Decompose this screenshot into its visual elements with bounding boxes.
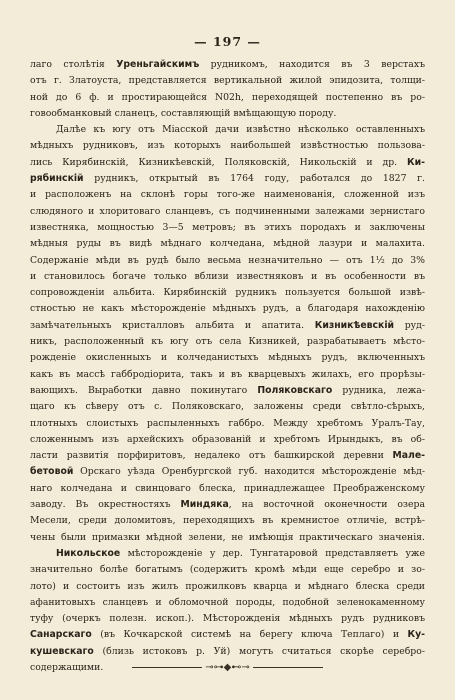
text-run: (въ Кочкарской системѣ на берегу ключа Теплаго) и — [91, 629, 408, 641]
text-line — [30, 334, 425, 350]
text-run: руд- — [394, 319, 426, 331]
ornament-glyph: ⊸⊶◆⊷⊸ — [205, 662, 250, 673]
bold-term: Санарскаго — [30, 629, 92, 641]
text-line — [30, 497, 425, 513]
text-line — [30, 204, 425, 220]
text-run: рудникомъ, находится въ 3 верстахъ — [199, 59, 425, 70]
text-line — [30, 448, 425, 464]
text-run: туфу (очеркъ полезн. ископ.). Мѣсторожденія мѣдныхъ рудъ рудниковъ — [30, 613, 425, 625]
text-line — [30, 122, 425, 138]
text-line — [30, 530, 425, 546]
text-line — [30, 106, 425, 122]
bold-term: Кизникѣевскій — [314, 319, 395, 331]
text-line — [30, 220, 425, 236]
text-line — [30, 187, 425, 203]
text-line — [30, 350, 425, 366]
text-run: рудника, лежа- — [332, 384, 425, 396]
text-line — [30, 627, 425, 643]
bold-term: бетовой — [30, 466, 74, 478]
bold-term: кушевскаго — [30, 645, 94, 657]
text-line — [30, 513, 425, 529]
text-run: и становилось богаче только вблизи известняковъ и въ особенности въ — [30, 270, 425, 282]
text-run: Далѣе къ югу отъ Міасской дачи извѣстно нѣсколько оставленныхъ — [56, 124, 425, 136]
text-line — [30, 595, 425, 611]
text-run: замѣчательныхъ кристалловъ альбита и апатита. — [30, 319, 315, 331]
text-run: лаго столѣтія — [30, 59, 117, 70]
bold-term: рябинскій — [30, 173, 84, 185]
end-ornament — [0, 662, 455, 673]
text-line — [30, 383, 425, 399]
text-run: сопровожденіи альбита. Кирябинскій рудникъ пользуется большой извѣ- — [30, 287, 425, 299]
text-run: плотныхъ слоистыхъ распыленныхъ габбро. Между хребтомъ Уралъ-Тау, — [30, 417, 425, 429]
text-run: никъ, расположенный къ югу отъ села Кизникей, разрабатываетъ мѣсто- — [30, 336, 425, 348]
text-run: наго колчедана и свинцоваго блеска, принадлежащее Преображенскому — [30, 482, 425, 494]
text-run: стностью не какъ мѣсторожденіе мѣдныхъ рудъ, а благодаря нахожденію — [30, 303, 425, 315]
text-line — [30, 367, 425, 383]
page-number: — 197 — — [194, 34, 261, 49]
text-line — [30, 90, 425, 106]
text-run: чены были примазки мѣдной зелени, не имѣющія практическаго значенія. — [30, 531, 425, 543]
text-run: заводу. Въ окрестностяхъ — [30, 499, 181, 511]
text-run: афанитовыхъ сланцевъ и обломочной породы, подобной зеленокаменному — [30, 596, 425, 608]
text-line — [30, 301, 425, 317]
text-run: отъ г. Златоуста, представляется вертикальной жилой эпидозита, толщи- — [30, 75, 425, 87]
text-run: Содержаніе мѣди въ рудѣ было весьма незначительно — отъ 1½ до 3% — [30, 254, 425, 266]
bold-term: Никольское — [56, 547, 121, 559]
text-line — [30, 138, 425, 154]
text-run: рудникъ, открытый въ 1764 году, работался до 1827 г. — [83, 173, 425, 185]
text-line — [30, 416, 425, 432]
bold-term: Мале- — [392, 450, 425, 462]
text-line — [30, 171, 425, 187]
text-run: известняка, мощностью 3—5 метровъ; въ этихъ породахъ и заключены — [30, 221, 425, 233]
text-run: рожденіе окисленныхъ и колчеданистыхъ мѣдныхъ рудъ, включенныхъ — [30, 352, 425, 364]
text-line — [30, 155, 425, 171]
text-run: ной до 6 ф. и простирающейся N02h, переходящей постепенно въ ро- — [30, 91, 425, 103]
text-run: сложеннымъ изъ архейскихъ образованій и хребтомъ Ирындыкъ, въ об- — [30, 433, 425, 445]
bold-term: Ки- — [407, 156, 425, 168]
text-line — [30, 611, 425, 627]
text-line — [30, 579, 425, 595]
bold-term: Уреньгайскимъ — [116, 59, 200, 70]
text-run: лото) и состоитъ изъ жилъ прожилковъ кварца и мѣднаго блеска среди — [30, 580, 425, 592]
text-line — [30, 57, 425, 73]
bold-term: Ку- — [407, 629, 425, 641]
text-line — [30, 318, 425, 334]
text-line — [30, 464, 425, 480]
text-run: мѣсторожденіе у дер. Тунгатаровой представляетъ уже — [120, 547, 425, 559]
text-run: (близь истоковъ р. Уй) могутъ считаться скорѣе серебро- — [93, 645, 425, 657]
bold-term: Миндяка — [180, 499, 229, 511]
text-run: , на восточной оконечности озера — [228, 499, 425, 511]
ornament-rule-right — [253, 667, 323, 668]
text-line — [30, 73, 425, 89]
text-line — [30, 546, 425, 562]
ornament-rule-left — [132, 667, 202, 668]
text-line — [30, 644, 425, 660]
text-run: ласти развитія порфиритовъ, недалеко отъ башкирской деревни — [30, 450, 393, 462]
text-run: вающихъ. Выработки давно покинутаго — [30, 384, 258, 396]
text-run: какъ въ массѣ габбродіорита, такъ и въ кварцевыхъ жилахъ, его прорѣзы- — [30, 368, 425, 380]
text-run: значительно болѣе богатымъ (содержитъ кромѣ мѣди еще серебро и зо- — [30, 564, 425, 576]
text-run: мѣдныхъ рудниковъ, изъ которыхъ наибольшей извѣстностью пользова- — [30, 140, 425, 152]
text-run: Месели, среди доломитовъ, переходящихъ въ кремнистое отличіе, встрѣ- — [30, 515, 425, 527]
text-run: лись Кирябинскій, Кизникѣевскій, Поляковскій, Никольскій и др. — [30, 156, 408, 168]
text-line — [30, 253, 425, 269]
text-line — [30, 481, 425, 497]
text-line — [30, 432, 425, 448]
bold-term: Поляковскаго — [257, 384, 333, 396]
text-line — [30, 399, 425, 415]
text-run: мѣдныя руды въ видѣ мѣднаго колчедана, мѣдной лазури и малахита. — [30, 238, 425, 250]
text-run: и расположенъ на склонѣ горы того-же наименованія, сложенной изъ — [30, 189, 425, 201]
text-run: содержащими. — [30, 661, 104, 673]
text-line — [30, 236, 425, 252]
text-line — [30, 285, 425, 301]
text-line — [30, 562, 425, 578]
text-run: щаго къ сѣверу отъ с. Поляковскаго, заложены среди свѣтло-сѣрыхъ, — [30, 401, 425, 413]
text-run: слюдяного и хлоритоваго сланцевъ, съ подчиненными залежами зернистаго — [30, 205, 425, 217]
text-run: говообманковый сланецъ, составляющій вмѣщающую породу. — [30, 107, 337, 119]
text-line — [30, 269, 425, 285]
body-text — [30, 57, 425, 676]
text-run: Орскаго уѣзда Оренбургской губ. находится мѣсторожденіе мѣд- — [73, 466, 425, 478]
